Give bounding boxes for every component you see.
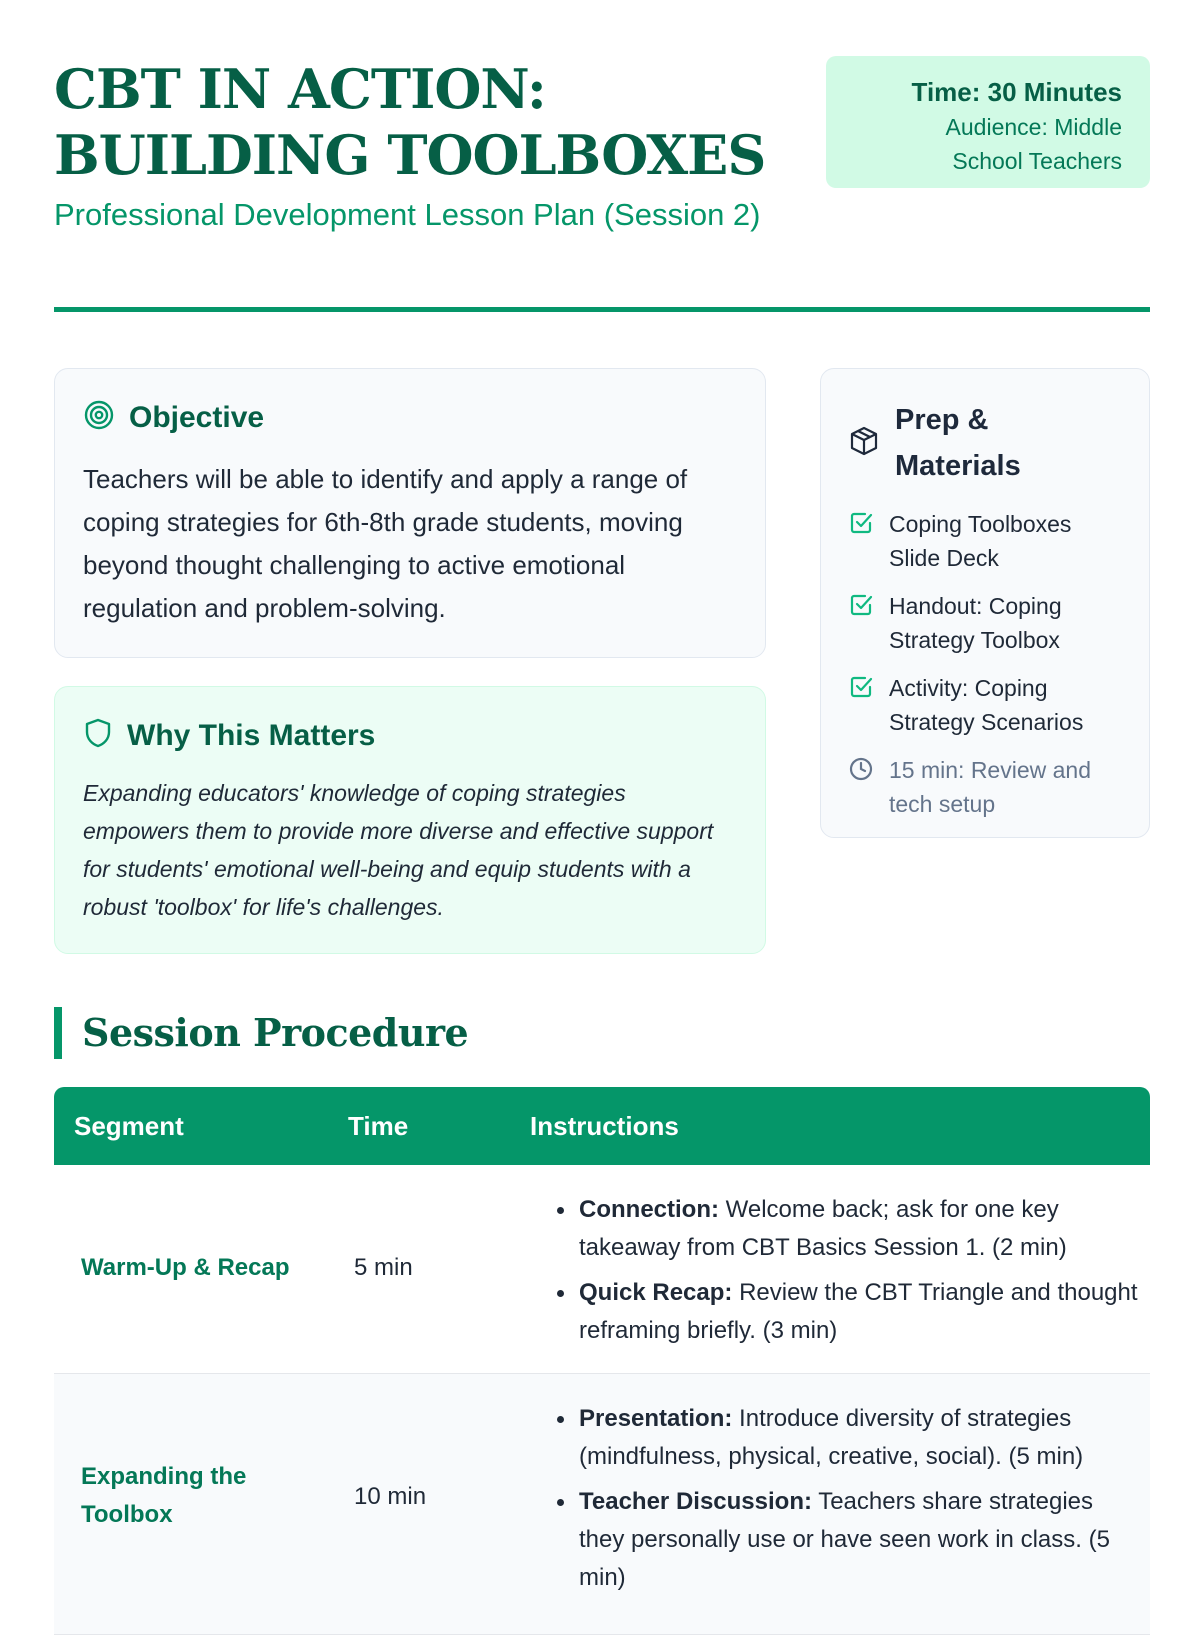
instruction-item: Connection: Welcome back; ask for one key takeaway from CBT Basics Session 1. (2 min) bbox=[549, 1191, 1139, 1267]
session-meta-box bbox=[826, 56, 1150, 188]
objective-card bbox=[54, 368, 766, 658]
segment-time: 10 min bbox=[354, 1483, 427, 1510]
prep-item bbox=[849, 671, 1127, 739]
prep-item-text: 15 min: Review and tech setup bbox=[889, 757, 1091, 817]
segment-name: Expanding the Toolbox bbox=[81, 1463, 247, 1528]
section-heading bbox=[54, 1007, 468, 1059]
clock-icon bbox=[849, 753, 875, 821]
prep-list bbox=[849, 507, 1127, 821]
prep-title: Prep & Materials bbox=[895, 404, 1021, 482]
why-card bbox=[54, 686, 766, 954]
segment-name: Warm-Up & Recap bbox=[81, 1254, 290, 1281]
prep-card bbox=[820, 368, 1150, 838]
column-header: Time bbox=[348, 1111, 409, 1141]
check-square-icon bbox=[849, 589, 875, 657]
check-square-icon bbox=[849, 507, 875, 575]
procedure-table bbox=[54, 1087, 1150, 1635]
session-audience: Audience: Middle School Teachers bbox=[945, 114, 1122, 174]
prep-item-text: Coping Toolboxes Slide Deck bbox=[889, 511, 1072, 571]
column-header: Segment bbox=[74, 1111, 184, 1141]
table-header bbox=[54, 1087, 1150, 1165]
prep-item-text: Handout: Coping Strategy Toolbox bbox=[889, 593, 1062, 653]
check-square-icon bbox=[849, 671, 875, 739]
instruction-item: Quick Recap: Review the CBT Triangle and thought reframing briefly. (3 min) bbox=[549, 1274, 1139, 1350]
instruction-item: Presentation: Introduce diversity of strategies (mindfulness, physical, creative, social). (5 min) bbox=[549, 1400, 1139, 1476]
objective-title: Objective bbox=[129, 400, 265, 434]
target-icon bbox=[83, 399, 115, 436]
column-header: Instructions bbox=[530, 1111, 679, 1141]
page-subtitle: Professional Development Lesson Plan (Session 2) bbox=[54, 197, 761, 232]
instruction-list bbox=[549, 1400, 1139, 1604]
why-title: Why This Matters bbox=[127, 718, 376, 752]
header-divider bbox=[54, 307, 1150, 312]
prep-item bbox=[849, 753, 1127, 821]
prep-item bbox=[849, 589, 1127, 657]
section-title: Session Procedure bbox=[82, 1010, 469, 1055]
table-row bbox=[54, 1374, 1150, 1635]
table-row bbox=[54, 1165, 1150, 1374]
prep-item bbox=[849, 507, 1127, 575]
shield-icon bbox=[83, 717, 113, 754]
objective-text: Teachers will be able to identify and apply a range of coping strategies for 6th-8th grade students, moving beyond thought challenging to active emotional regulation and problem-solving. bbox=[83, 464, 688, 623]
instruction-item: Teacher Discussion: Teachers share strategies they personally use or have seen work in class. (5 min) bbox=[549, 1483, 1139, 1597]
prep-item-text: Activity: Coping Strategy Scenarios bbox=[889, 675, 1084, 735]
session-time: Time: 30 Minutes bbox=[911, 77, 1122, 107]
package-icon bbox=[849, 425, 879, 462]
instruction-list bbox=[549, 1191, 1139, 1357]
segment-time: 5 min bbox=[354, 1254, 413, 1281]
why-text: Expanding educators' knowledge of coping strategies empowers them to provide more diverse and effective support for students' emotional well-being and equip students with a robust 'toolbox' for life's challenges. bbox=[83, 780, 714, 920]
page-title: CBT IN ACTION: BUILDING TOOLBOXES bbox=[54, 57, 766, 187]
